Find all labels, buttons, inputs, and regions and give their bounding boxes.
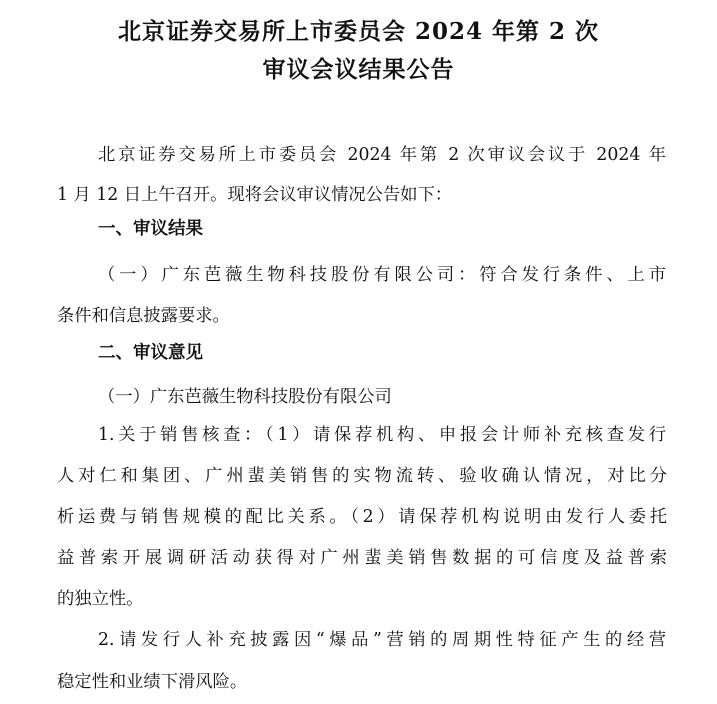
opinion-point-1-line-3: 析运费与销售规模的配比关系。（2）请保荐机构说明由发行人委托 bbox=[57, 507, 667, 527]
section-heading-opinions: 二、审议意见 bbox=[98, 343, 203, 363]
opinion-point-1-line-5: 的独立性。 bbox=[57, 589, 144, 609]
result-item-1-line-2: 条件和信息披露要求。 bbox=[57, 306, 230, 326]
opinion-point-1-line-1: 1.关于销售核查：（1）请保荐机构、申报会计师补充核查发行 bbox=[98, 425, 666, 445]
section-heading-results: 一、审议结果 bbox=[98, 219, 203, 239]
title-line-2: 审议会议结果公告 bbox=[262, 56, 455, 83]
opinion-point-2-line-2: 稳定性和业绩下滑风险。 bbox=[57, 672, 248, 692]
title-line-1: 北京证券交易所上市委员会 2024 年第 2 次 bbox=[117, 18, 600, 45]
opinion-point-1-line-4: 益普索开展调研活动获得对广州蜚美销售数据的可信度及益普索 bbox=[57, 548, 667, 568]
opinion-company-heading: （一）广东芭薇生物科技股份有限公司 bbox=[98, 387, 392, 407]
intro-line-2: 1 月 12 日上午召开。现将会议审议情况公告如下： bbox=[57, 185, 453, 205]
intro-line-1: 北京证券交易所上市委员会 2024 年第 2 次审议会议于 2024 年 bbox=[98, 145, 666, 165]
opinion-point-2-line-1: 2.请发行人补充披露因“爆品”营销的周期性特征产生的经营 bbox=[98, 630, 666, 650]
result-item-1-line-1: （一）广东芭薇生物科技股份有限公司：符合发行条件、上市 bbox=[98, 265, 666, 285]
opinion-point-1-line-2: 人对仁和集团、广州蜚美销售的实物流转、验收确认情况，对比分 bbox=[57, 466, 667, 486]
